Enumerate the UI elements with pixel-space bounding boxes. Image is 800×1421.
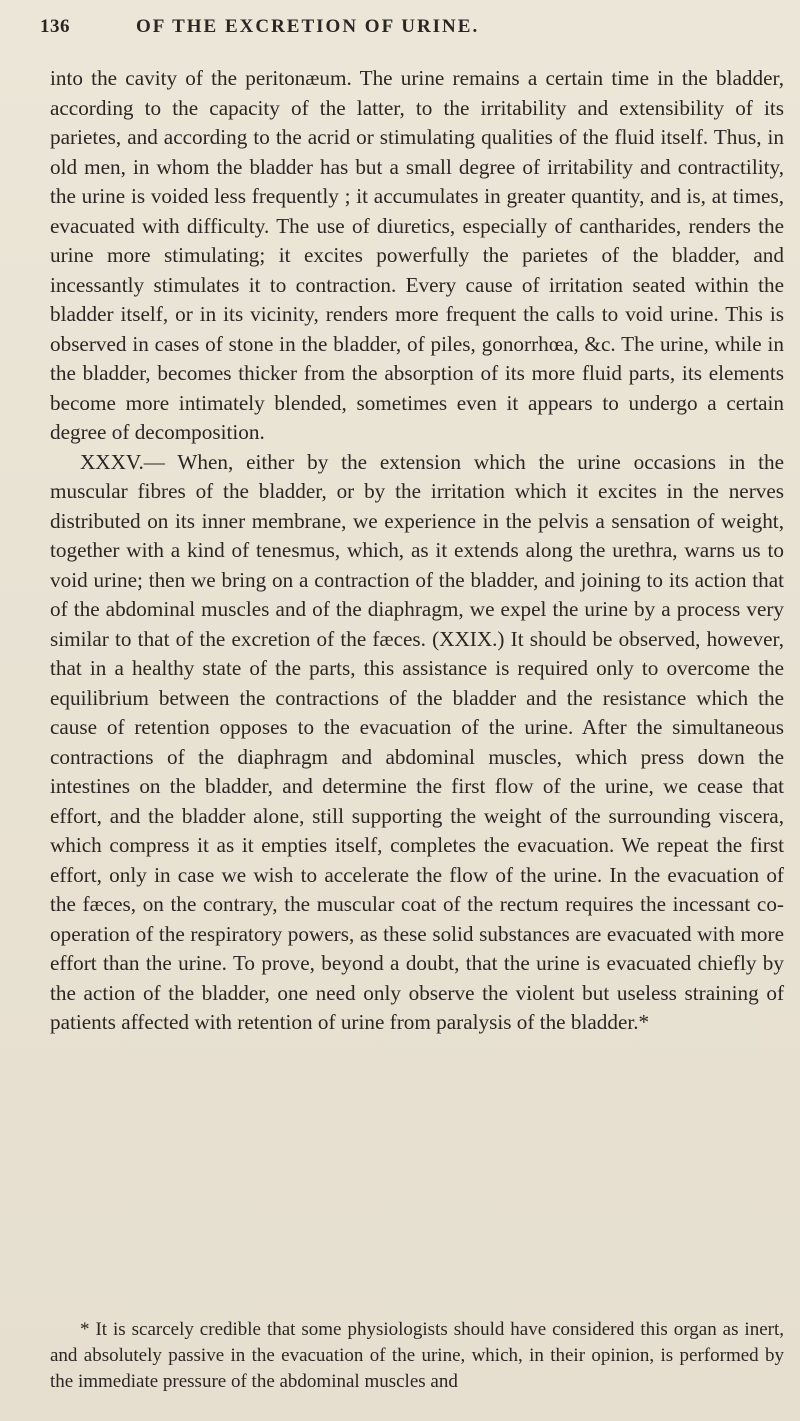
running-head: OF THE EXCRETION OF URINE.	[136, 16, 480, 37]
page-number: 136	[40, 16, 70, 37]
paragraph: into the cavity of the peritonæum. The urine remains a certain time in the bladder, according to the capacity of the latter, to the irritability and extensibility of its parietes, and according to the acrid or stimulating qualities of the fluid itself. Thus, in old men, in whom the bladder has but a small degree of irritability and contractility, the urine is voided less frequently ; it accumulates in greater quantity, and is, at times, evacuated with difficulty. The use of diuretics, especially of cantharides, renders the urine more stimulating; it excites powerfully the parietes of the bladder, and incessantly stimulates it to contraction. Every cause of irritation seated within the bladder itself, or in its vicinity, renders more frequent the calls to void urine. This is observed in cases of stone in the bladder, of piles, gonorrhœa, &c. The urine, while in the bladder, becomes thicker from the absorption of its more fluid parts, its elements become more intimately blended, sometimes even it appears to undergo a certain degree of decomposition.	[50, 66, 784, 444]
page-header	[40, 16, 760, 46]
footnote: * It is scarcely credible that some physiologists should have considered this organ as inert, and absolutely passive in the evacuation of the urine, which, in their opinion, is performed by the immediate pressure of the abdominal muscles and	[50, 1319, 784, 1392]
body-text	[50, 64, 784, 1038]
paragraph: XXXV.— When, either by the extension which the urine occasions in the muscular fibres of the bladder, or by the irritation which it excites in the nerves distributed on its inner membrane, we experience in the pelvis a sensation of weight, together with a kind of tenesmus, which, as it extends along the urethra, warns us to void urine; then we bring on a contraction of the bladder, and joining to its action that of the abdominal muscles and of the diaphragm, we expel the urine by a process very similar to that of the excretion of the fæces. (XXIX.) It should be observed, however, that in a healthy state of the parts, this assistance is required only to overcome the equilibrium between the contractions of the bladder and the resistance which the cause of retention opposes to the evacuation of the urine. After the simultaneous contractions of the diaphragm and abdominal muscles, which press down the intestines on the bladder, and determine the first flow of the urine, we cease that effort, and the bladder alone, still supporting the weight of the surrounding viscera, which compress it as it empties itself, completes the evacuation. We repeat the first effort, only in case we wish to accelerate the flow of the urine. In the evacuation of the fæces, on the contrary, the muscular coat of the rectum requires the incessant co-operation of the respiratory powers, as these solid substances are evacuated with more effort than the urine. To prove, beyond a doubt, that the urine is evacuated chiefly by the action of the bladder, one need only observe the violent but useless straining of patients affected with retention of urine from paralysis of the bladder.*	[50, 449, 784, 1034]
